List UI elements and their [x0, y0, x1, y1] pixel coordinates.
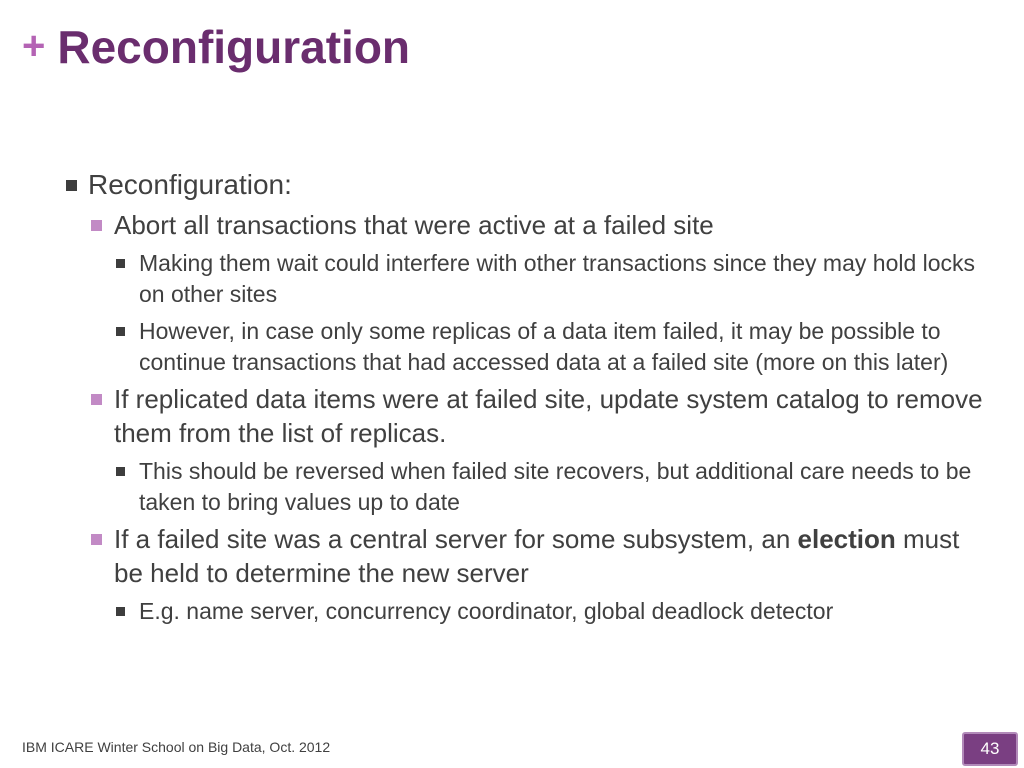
square-bullet-icon: [116, 327, 125, 336]
slide-footer: IBM ICARE Winter School on Big Data, Oct. 2012: [22, 739, 331, 755]
bullet-text: Abort all transactions that were active at a failed site: [114, 210, 714, 240]
bullet-level3: [114, 596, 992, 627]
slide-title: Reconfiguration: [57, 21, 411, 73]
bullet-level2-election: [88, 522, 992, 590]
bullet-text: However, in case only some replicas of a data item failed, it may be possible to continue transactions that had accessed data at a failed site (more on this later): [139, 318, 949, 375]
bullet-level2-abort: [88, 208, 992, 242]
square-bullet-icon: [91, 394, 102, 405]
square-bullet-icon: [91, 220, 102, 231]
square-bullet-icon: [66, 180, 77, 191]
slide-body: [62, 166, 992, 627]
square-bullet-icon: [91, 534, 102, 545]
square-bullet-icon: [116, 607, 125, 616]
bullet-text: If replicated data items were at failed site, update system catalog to remove them from the list of replicas.: [114, 384, 983, 448]
bullet-text-pre: If a failed site was a central server for some subsystem, an: [114, 524, 798, 554]
bullet-text: Reconfiguration:: [88, 169, 292, 200]
plus-icon: +: [22, 24, 46, 69]
slide-header: [22, 22, 410, 73]
bullet-text: Making them wait could interfere with other transactions since they may hold locks on other sites: [139, 250, 976, 307]
bullet-text: This should be reversed when failed site recovers, but additional care needs to be taken to bring values up to date: [139, 458, 972, 515]
square-bullet-icon: [116, 259, 125, 268]
bullet-level3: [114, 248, 992, 310]
bullet-level1: [62, 166, 992, 204]
bullet-text-bold: election: [797, 524, 896, 554]
page-number: 43: [980, 739, 1000, 758]
square-bullet-icon: [116, 467, 125, 476]
bullet-level3: [114, 456, 992, 518]
bullet-text: E.g. name server, concurrency coordinator, global deadlock detector: [139, 598, 834, 624]
bullet-level2-replicated: [88, 382, 992, 450]
bullet-level3: [114, 316, 992, 378]
bullet-text-post: must be held to determine the new server: [114, 524, 960, 588]
page-number-badge: [962, 732, 1018, 766]
